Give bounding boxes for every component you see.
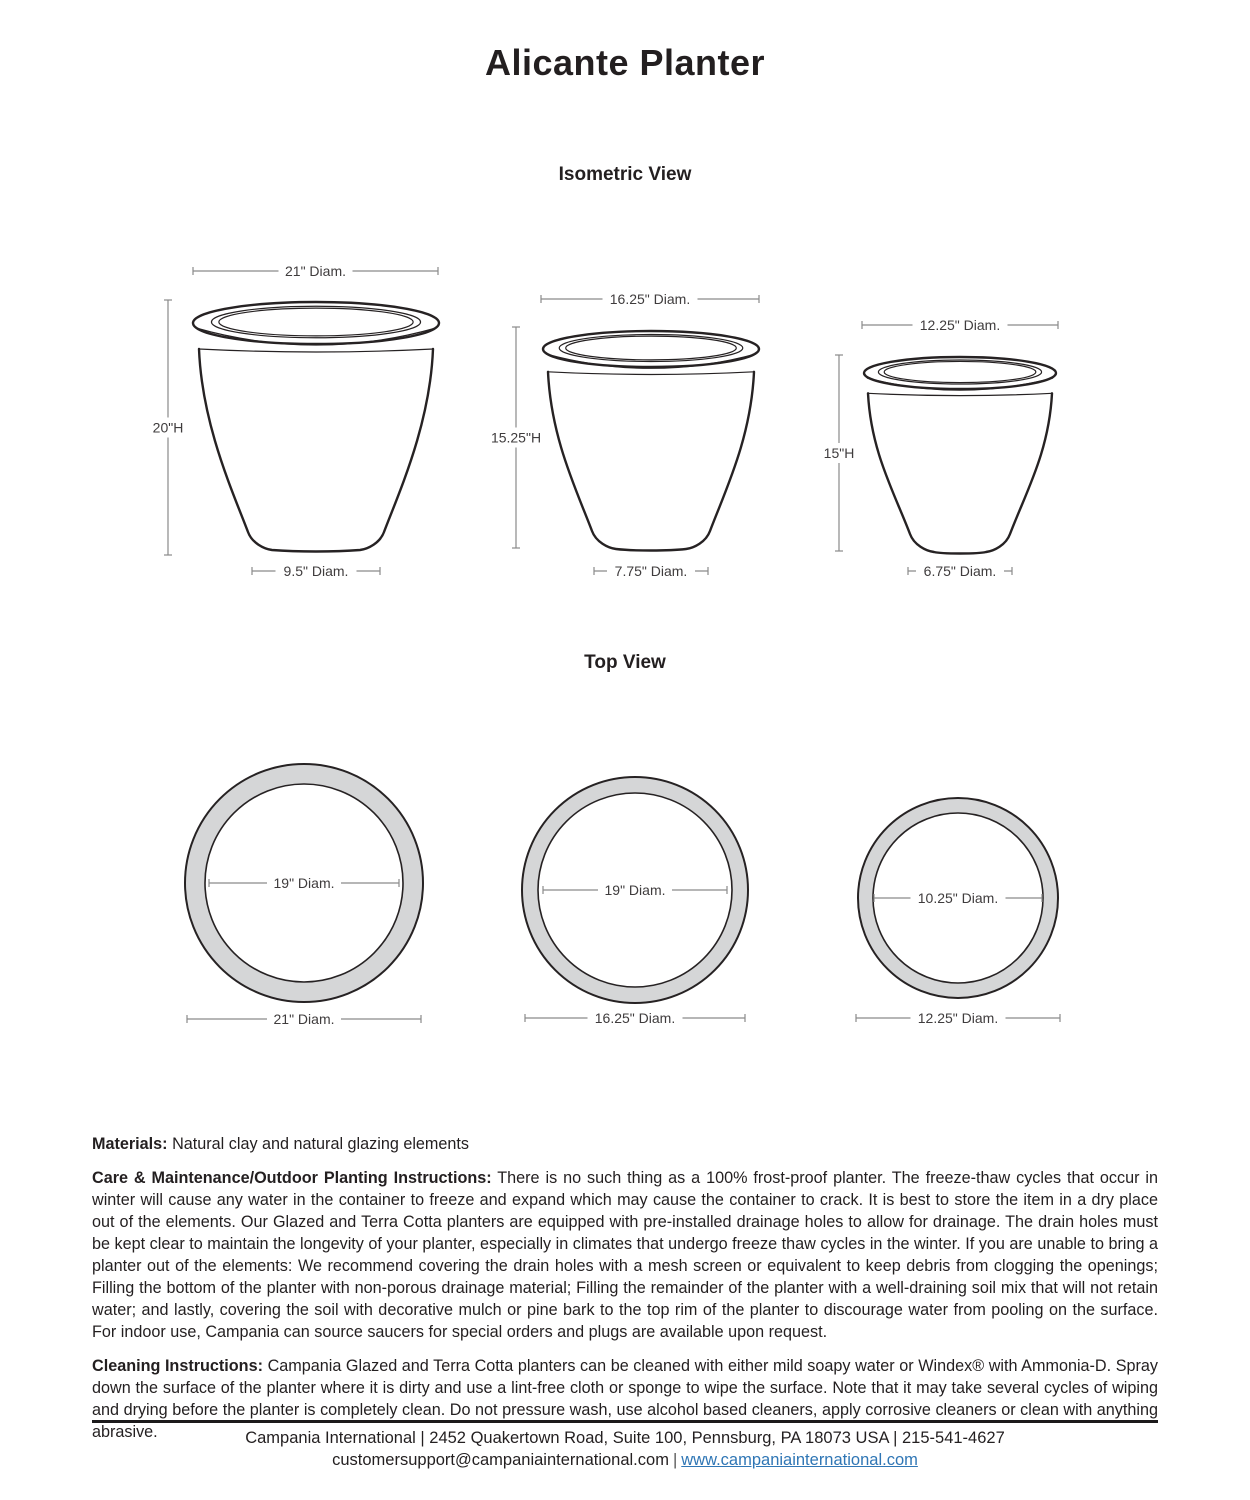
website-link[interactable]: www.campaniainternational.com (681, 1451, 918, 1469)
page-title: Alicante Planter (484, 42, 766, 83)
care-label: Care & Maintenance/Outdoor Planting Instructions: (92, 1169, 492, 1187)
dimension-label: 10.25" Diam. (917, 890, 999, 906)
top-view-ring-large (185, 764, 423, 1029)
dimension-label: 7.75" Diam. (614, 563, 688, 579)
dimension-label: 16.25" Diam. (609, 291, 691, 307)
footer-divider (92, 1420, 1158, 1423)
care-paragraph (92, 1167, 1158, 1343)
dimension-label: 12.25" Diam. (917, 1010, 999, 1026)
materials-label: Materials: (92, 1135, 168, 1153)
top-view-heading: Top View (584, 652, 666, 673)
top-view-ring-medium (522, 777, 748, 1028)
dimension-label: 21" Diam. (273, 1011, 335, 1027)
planter-drawing-medium (486, 289, 759, 581)
dimension-label: 19" Diam. (273, 875, 335, 891)
planter-drawing-small (820, 315, 1058, 581)
footer-email: customersupport@campaniainternational.com (332, 1451, 669, 1469)
cleaning-label: Cleaning Instructions: (92, 1357, 263, 1375)
footer-company-line: Campania International | 2452 Quakertown Road, Suite 100, Pennsburg, PA 18073 USA | 215-541-4627 (245, 1429, 1005, 1447)
dimension-label: 15"H (823, 445, 855, 461)
materials-paragraph (92, 1133, 1158, 1155)
materials-text: Natural clay and natural glazing elements (172, 1135, 470, 1153)
spec-text-column (92, 1133, 1158, 1455)
dimension-label: 9.5" Diam. (283, 563, 349, 579)
footer-contact-line (0, 1449, 1250, 1471)
footer-separator: | (672, 1451, 678, 1469)
dimension-label: 19" Diam. (604, 882, 666, 898)
top-view-ring-small (856, 798, 1060, 1028)
care-text: There is no such thing as a 100% frost-proof planter. The freeze-thaw cycles that occur in winter will cause any water in the container to freeze and expand which may cause the container to crack. It is best to store the item in a dry place out of the elements. Our Glazed and Terra Cotta planters are equipped with pre-installed drainage holes to allow for drainage. The drain holes must be kept clear to maintain the longevity of your planter, especially in climates that undergo freeze thaw cycles in the winter. If you are unable to bring a planter out of the elements: We recommend covering the drain holes with a mesh screen or equivalent to keep debris from clogging the openings; Filling the bottom of the planter with non-porous drainage material; Filling the remainder of the planter with a well-draining soil mix that will not retain water; and lastly, covering the soil with decorative mulch or pine bark to the top rim of the planter to discourage water from pooling on the surface. For indoor use, Campania can source saucers for special orders and plugs are available upon request. (92, 1169, 1159, 1341)
isometric-view-heading: Isometric View (558, 164, 692, 185)
planter-drawing-large (149, 261, 439, 581)
dimension-label: 12.25" Diam. (919, 317, 1001, 333)
dimension-label: 6.75" Diam. (923, 563, 997, 579)
cleaning-text: Campania Glazed and Terra Cotta planters can be cleaned with either mild soapy water or Windex® with Ammonia-D. Spray down the surface of the planter where it is dirty and use a lint-free cloth or sponge to wipe the surface. Note that it may take several cycles of wiping and drying before the planter is completely clean. Do not pressure wash, use alcohol based cleaners, apply corrosive cleaners or clean with anything abrasive. (92, 1357, 1158, 1441)
dimension-label: 15.25"H (490, 429, 542, 446)
dimension-label: 20"H (152, 419, 184, 436)
dimension-label: 21" Diam. (285, 263, 346, 279)
dimension-label: 16.25" Diam. (594, 1010, 676, 1026)
footer (0, 1427, 1250, 1471)
